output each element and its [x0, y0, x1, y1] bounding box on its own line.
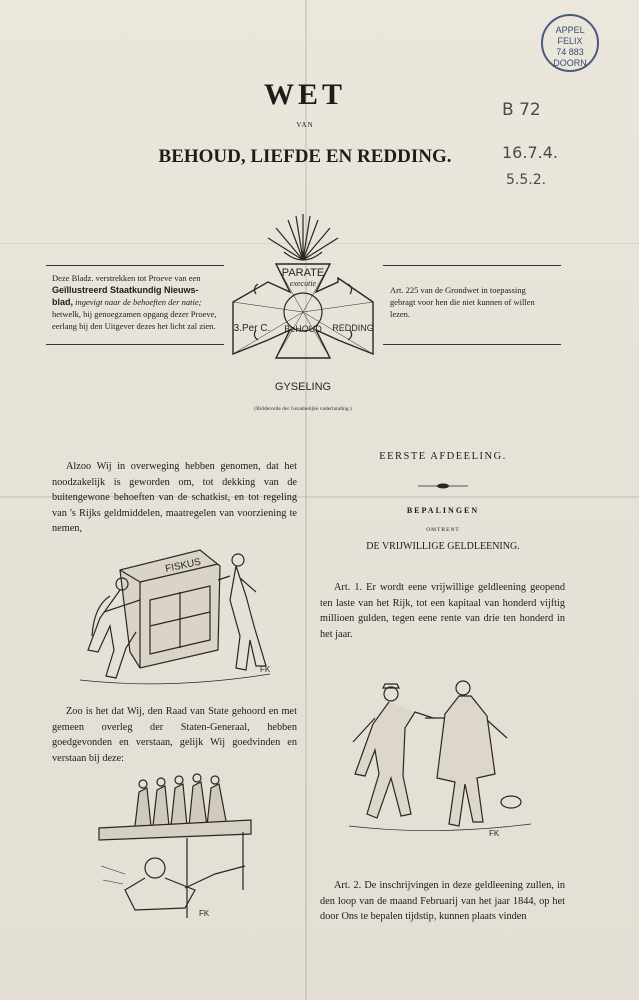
- cross-bottom-text: GYSELING: [274, 381, 332, 393]
- title-connector: VAN: [296, 121, 314, 129]
- cross-left-text: 3.Per C.: [233, 323, 271, 334]
- cross-right-text: REDDING: [332, 323, 374, 333]
- note-rule-bottom-right: [383, 344, 561, 345]
- illustration-table-figures: [95, 770, 260, 920]
- note-rule-top-left: [46, 265, 224, 266]
- pencil-note-code: 5.5.2.: [506, 172, 547, 188]
- article-2: Art. 2. De inschrijvingen in deze geldleening zullen, in den loop van de maand Februarij van het jaar 1844, op het door Ons te bepalen tijdstip, kunnen plaats vinden: [320, 880, 565, 922]
- preamble-paragraph-1: Alzoo Wij in overweging hebben genomen, dat het noodzakelijk is geworden om, tot dekking van de buitengewone behoeften van de schatkist, en tot regeling van 's Rijks geldmiddelen, maatregelen van voorziening te nemen,: [52, 461, 297, 534]
- chest-label: FISKUS: [164, 556, 202, 575]
- library-stamp: APPEL FELIX 74 883 DOORN: [541, 14, 599, 72]
- cross-top-text: PARATE: [281, 267, 325, 279]
- provisions-heading: BEPALINGEN: [406, 506, 480, 515]
- section-heading: EERSTE AFDEELING.: [379, 451, 507, 462]
- seated-figures-icon: [135, 774, 227, 826]
- pencil-note-number: 16.7.4.: [502, 143, 558, 162]
- provisions-connector: OMTRENT: [426, 527, 460, 533]
- pencil-note-shelfmark: B 72: [502, 100, 541, 120]
- order-cross-emblem: [228, 212, 378, 404]
- illustration-fiskus-chest: [70, 540, 280, 688]
- note-rule-top-right: [383, 265, 561, 266]
- illustration-two-men: [345, 678, 535, 838]
- note-rule-bottom-left: [46, 344, 224, 345]
- article-1: Art. 1. Er wordt eene vrijwillige geldleening geopend ten laste van het Rijk, tot een kapitaal van honderd vijftig millioen gulden, tegen eene rente van drie ten honderd in het jaar.: [320, 582, 565, 640]
- ornament-divider-icon: [418, 483, 468, 489]
- illustrator-signature-3: FK: [489, 829, 500, 838]
- illustrator-signature-1: FK: [260, 665, 271, 674]
- rays-icon: [268, 214, 338, 260]
- page-title: WET: [263, 78, 347, 111]
- cross-caption: (Ridderorde der Gezamelijke vaderlanding.): [254, 406, 352, 412]
- preamble-paragraph-2: Zoo is het dat Wij, den Raad van State gehoord en met gemeen overleg der Staten-Generaal, hebben goedgevonden en verstaan, gelijk Wij goedvinden en verstaan bij deze:: [52, 706, 297, 764]
- loan-heading: DE VRIJWILLIGE GELDLEENING.: [366, 541, 520, 552]
- cross-center-text: BeHOUD: [284, 324, 322, 334]
- right-side-note: Art. 225 van de Grondwet in toepassing gebragt voor hen die niet kunnen of willen lezen.: [390, 285, 535, 319]
- page-subtitle: BEHOUD, LIEFDE EN REDDING.: [158, 146, 452, 167]
- left-side-note: Deze Bladz. verstrekken tot Proeve van een Geïllustreerd Staatkundig Nieuws- blad, ingevigt naar de behoeften der natie; hetwelk, bij genoegzamen opgang dezer Proeve, eerlang bij den Uitgever dezes het licht zal zien.: [52, 273, 217, 331]
- cross-top2-text: executie: [289, 279, 317, 288]
- illustrator-signature-2: FK: [199, 909, 210, 918]
